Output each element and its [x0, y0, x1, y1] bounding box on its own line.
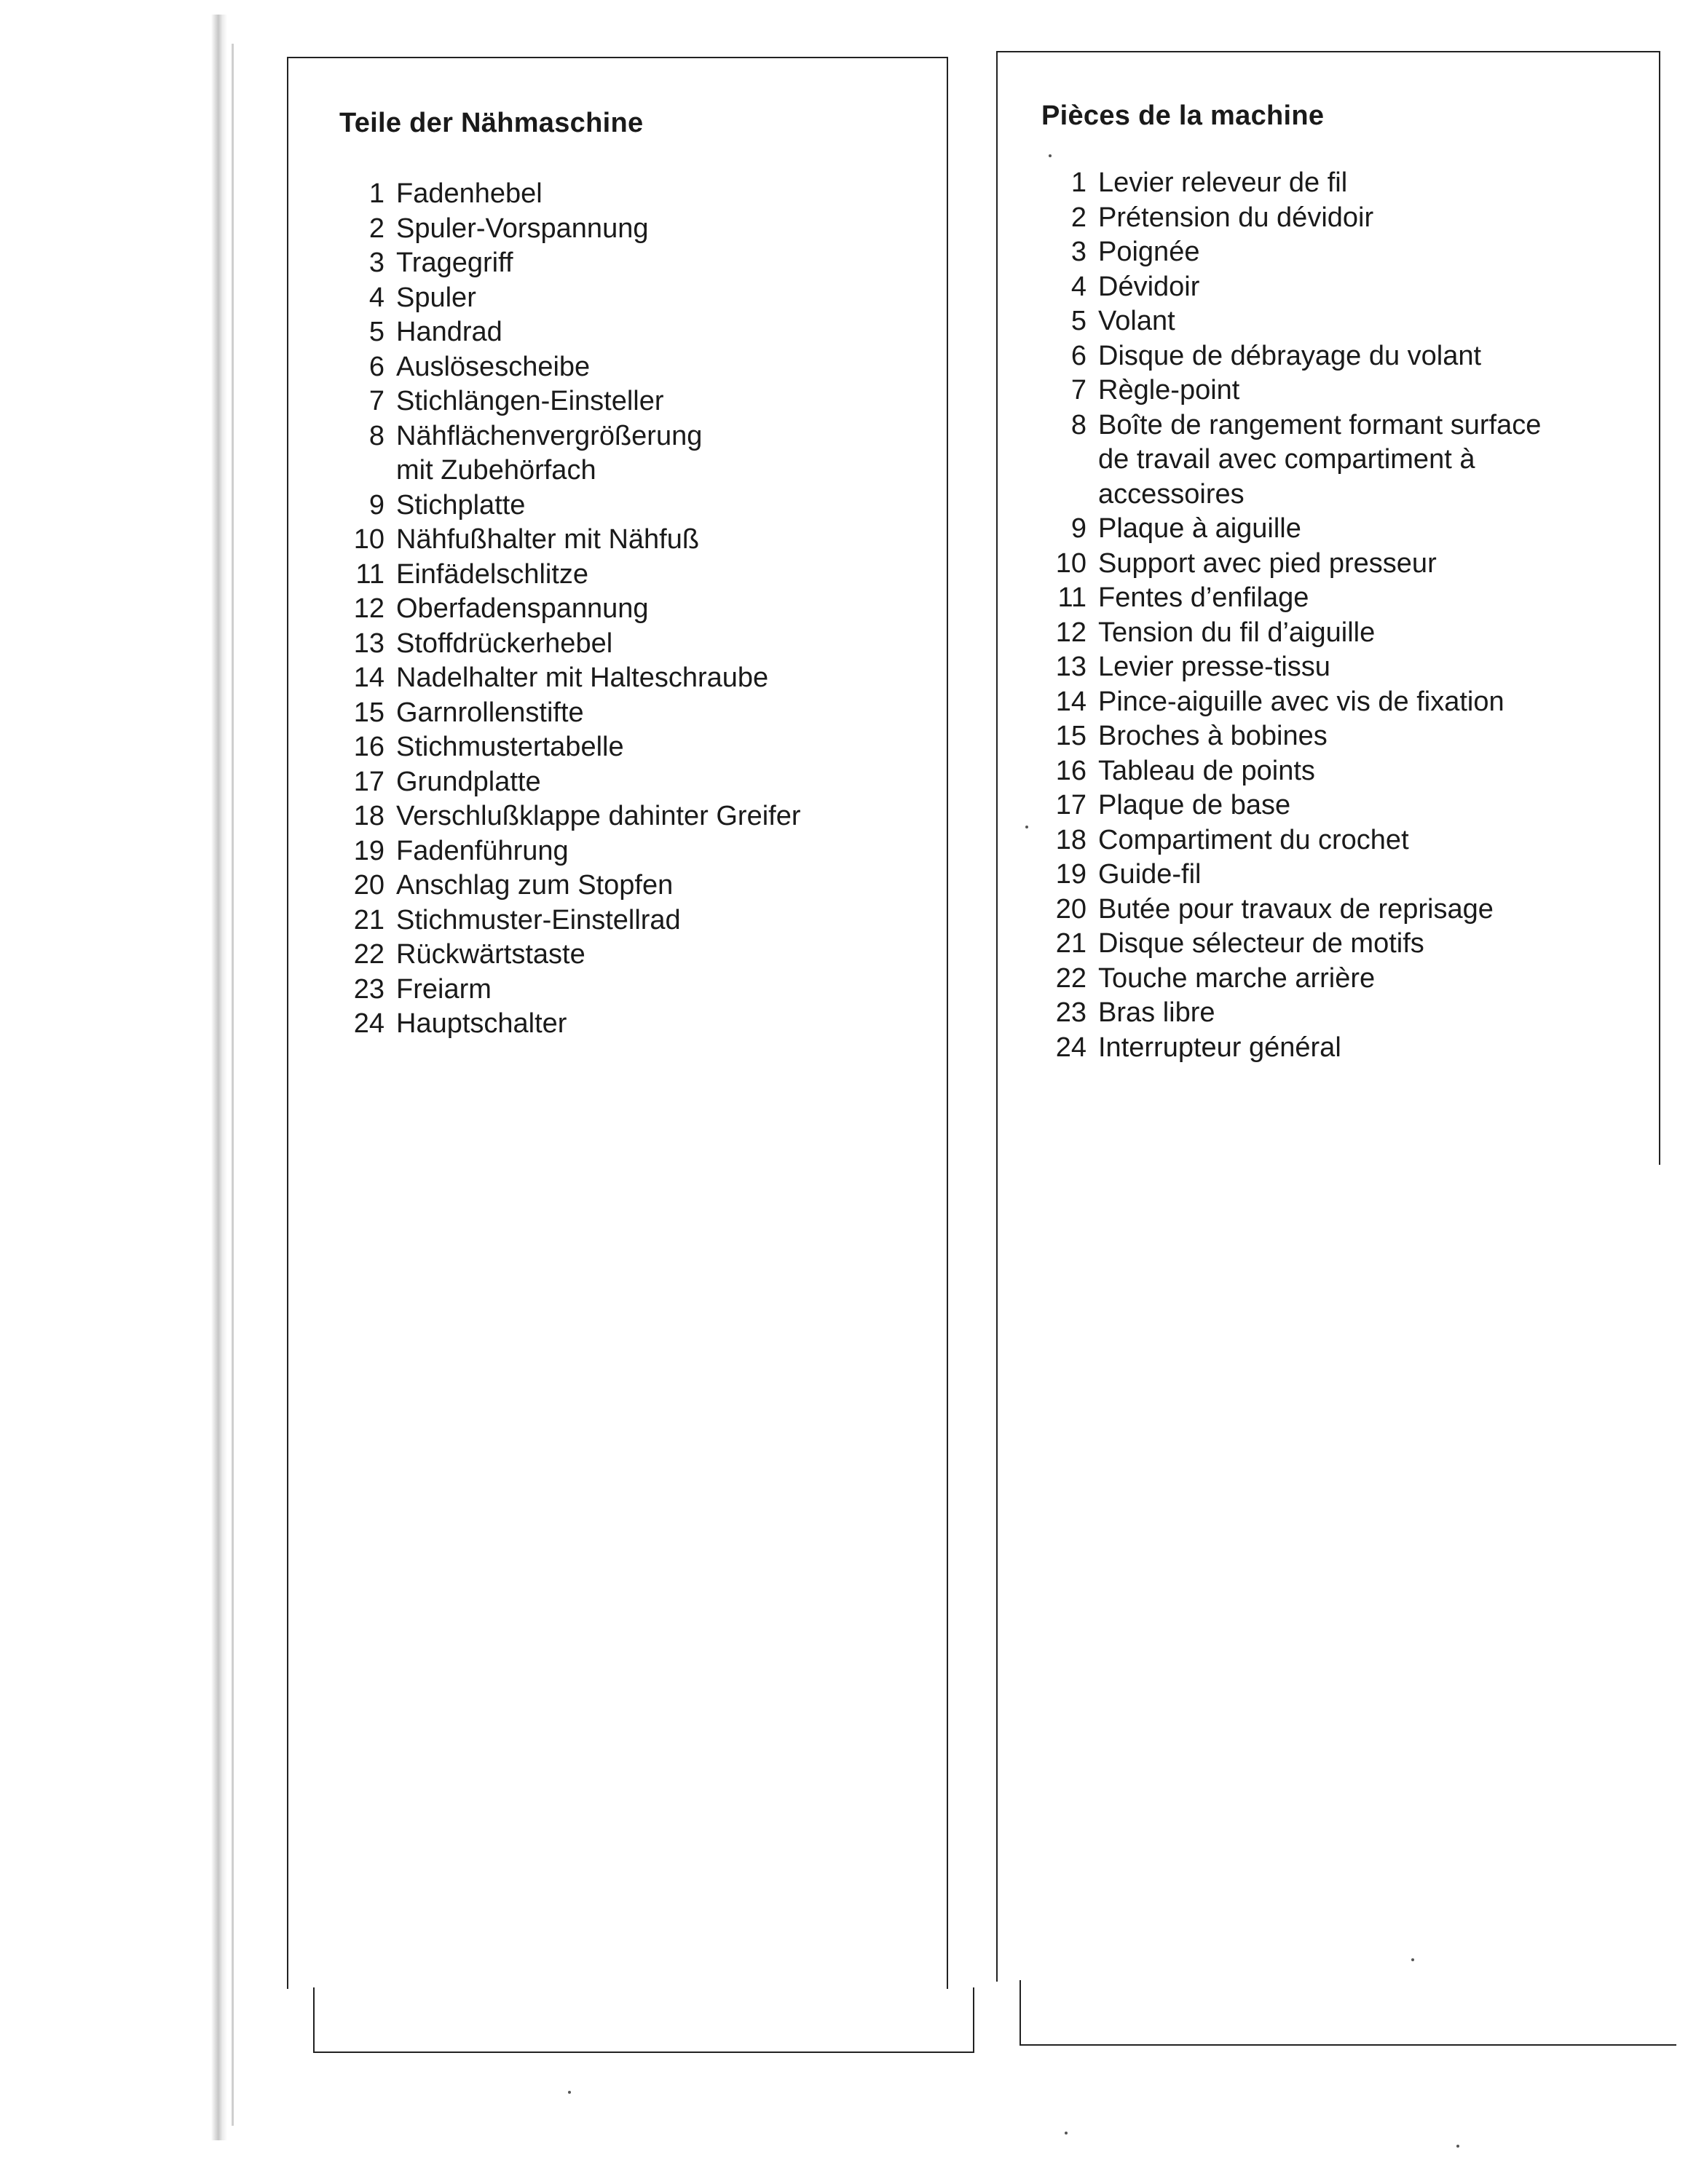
list-item	[1041, 270, 1653, 305]
list-item	[1041, 927, 1653, 962]
item-number: 17	[353, 766, 384, 797]
list-item	[1041, 754, 1653, 789]
french-section-title: Pièces de la machine	[1041, 100, 1325, 131]
list-item	[339, 903, 922, 938]
list-item	[1041, 1031, 1653, 1066]
list-item	[1041, 235, 1653, 270]
item-label: Tension du fil d’aiguille	[1098, 617, 1376, 648]
item-label: Boîte de rangement formant surface	[1098, 409, 1542, 440]
item-label: Garnrollenstifte	[396, 697, 584, 728]
item-number: 21	[353, 904, 384, 935]
list-item	[339, 696, 922, 731]
item-number: 13	[353, 628, 384, 659]
french-panel-bottom-edge	[1021, 2044, 1676, 2046]
item-label: mit Zubehörfach	[396, 455, 596, 486]
list-item	[1041, 304, 1653, 339]
item-label: Hauptschalter	[396, 1008, 567, 1039]
item-number: 18	[1055, 824, 1086, 855]
item-number: 1	[368, 178, 384, 209]
german-section-title: Teile der Nähmaschine	[339, 108, 644, 138]
item-label: Anschlag zum Stopfen	[396, 870, 674, 901]
item-label: Touche marche arrière	[1098, 962, 1376, 994]
list-item	[1041, 443, 1653, 478]
item-number: 11	[1057, 582, 1086, 613]
item-number: 2	[368, 213, 384, 244]
scan-speck	[568, 2091, 571, 2094]
item-number: 1	[1070, 167, 1086, 198]
item-label: Spuler-Vorspannung	[396, 213, 649, 244]
binding-line	[232, 44, 234, 2126]
item-label: Fentes d’enfilage	[1098, 582, 1309, 613]
item-label: Spuler	[396, 282, 476, 313]
list-item	[339, 212, 922, 247]
item-number: 9	[368, 489, 384, 521]
item-label: Oberfadenspannung	[396, 593, 649, 624]
binding-shadow	[211, 15, 227, 2140]
item-number: 5	[1070, 306, 1086, 336]
list-item	[1041, 616, 1653, 651]
item-label: Tragegriff	[396, 248, 513, 278]
list-item	[339, 350, 922, 385]
item-label: Nähfußhalter mit Nähfuß	[396, 524, 700, 555]
item-label: de travail avec compartiment à	[1098, 444, 1475, 475]
item-label: accessoires	[1098, 478, 1245, 510]
list-item	[339, 177, 922, 212]
list-item	[1041, 719, 1653, 754]
item-label: Levier presse-tissu	[1098, 652, 1330, 682]
list-item	[339, 281, 922, 316]
item-label: Rückwärtstaste	[396, 939, 585, 970]
item-number: 20	[353, 870, 384, 901]
item-number: 7	[368, 386, 384, 416]
item-number: 22	[1055, 962, 1086, 994]
list-item	[1041, 478, 1653, 513]
item-number: 24	[353, 1008, 384, 1039]
list-item	[1041, 650, 1653, 685]
list-item	[1041, 858, 1653, 893]
item-number: 20	[1055, 893, 1086, 925]
list-item	[339, 661, 922, 696]
scan-speck	[1456, 2145, 1459, 2148]
item-label: Grundplatte	[396, 766, 541, 797]
list-item	[1041, 893, 1653, 927]
item-number: 23	[1055, 997, 1086, 1028]
list-item	[339, 799, 922, 834]
item-number: 6	[368, 351, 384, 382]
scan-speck	[1049, 154, 1052, 157]
list-item	[1041, 512, 1653, 547]
item-label: Stoffdrückerhebel	[396, 628, 613, 659]
item-label: Plaque à aiguille	[1098, 513, 1301, 544]
list-item	[339, 419, 922, 454]
item-label: Stichmustertabelle	[396, 732, 624, 762]
item-label: Verschlußklappe dahinter Greifer	[396, 801, 801, 831]
item-label: Volant	[1098, 306, 1175, 336]
list-item	[1041, 823, 1653, 858]
item-number: 14	[1055, 686, 1086, 717]
list-item	[1041, 581, 1653, 616]
item-label: Auslösescheibe	[396, 351, 591, 382]
list-item	[339, 315, 922, 350]
item-label: Broches à bobines	[1098, 721, 1328, 751]
item-label: Compartiment du crochet	[1098, 824, 1409, 855]
list-item	[339, 246, 922, 281]
item-label: Freiarm	[396, 973, 492, 1005]
item-number: 18	[353, 801, 384, 831]
item-number: 2	[1070, 202, 1086, 233]
list-item	[1041, 166, 1653, 201]
item-label: Dévidoir	[1098, 271, 1200, 302]
list-item	[1041, 685, 1653, 720]
scan-speck	[1411, 1958, 1414, 1961]
item-number: 15	[1055, 721, 1086, 751]
item-number: 9	[1070, 513, 1086, 544]
german-panel-bottom-edge	[313, 2052, 974, 2053]
item-number: 19	[1055, 859, 1086, 890]
list-item	[339, 869, 922, 903]
list-item	[339, 973, 922, 1008]
item-label: Poignée	[1098, 237, 1200, 267]
list-item	[1041, 201, 1653, 236]
item-number	[339, 454, 396, 488]
item-label: Levier releveur de fil	[1098, 167, 1348, 198]
item-label: Einfädelschlitze	[396, 558, 589, 590]
item-label: Nähflächenvergrößerung	[396, 420, 703, 451]
item-number: 4	[1070, 271, 1086, 302]
list-item	[339, 592, 922, 627]
list-item	[1041, 408, 1653, 443]
item-number	[1041, 443, 1098, 478]
item-label: Disque de débrayage du volant	[1098, 340, 1482, 371]
item-label: Tableau de points	[1098, 755, 1315, 786]
item-number	[1041, 478, 1098, 513]
item-number: 23	[353, 973, 384, 1005]
german-parts-list	[339, 177, 922, 1042]
item-label: Plaque de base	[1098, 790, 1291, 820]
item-number: 11	[355, 558, 384, 590]
item-label: Stichplatte	[396, 489, 526, 521]
item-label: Stichmuster-Einstellrad	[396, 904, 681, 935]
item-number: 16	[1055, 755, 1086, 786]
item-number: 12	[1055, 617, 1086, 648]
list-item	[1041, 339, 1653, 374]
list-item	[1041, 962, 1653, 997]
item-number: 8	[368, 420, 384, 451]
item-number: 24	[1055, 1032, 1086, 1063]
list-item	[339, 938, 922, 973]
french-parts-list	[1041, 166, 1653, 1065]
item-label: Fadenführung	[396, 835, 569, 866]
item-number: 8	[1070, 409, 1086, 440]
item-number: 7	[1070, 375, 1086, 405]
item-number: 10	[1055, 547, 1086, 579]
german-panel-right-edge	[973, 1987, 974, 2053]
item-label: Stichlängen-Einsteller	[396, 386, 664, 416]
list-item	[1041, 547, 1653, 582]
item-label: Prétension du dévidoir	[1098, 202, 1374, 233]
german-panel-left-edge	[313, 1987, 315, 2053]
item-label: Guide-fil	[1098, 859, 1202, 890]
item-label: Bras libre	[1098, 997, 1215, 1028]
list-item	[339, 523, 922, 558]
item-label: Nadelhalter mit Halteschraube	[396, 662, 769, 693]
item-number: 22	[353, 939, 384, 970]
item-label: Disque sélecteur de motifs	[1098, 928, 1424, 959]
list-item	[339, 730, 922, 765]
item-number: 5	[368, 317, 384, 347]
item-label: Butée pour travaux de reprisage	[1098, 893, 1494, 925]
list-item	[339, 488, 922, 523]
item-label: Règle-point	[1098, 375, 1240, 405]
item-label: Pince-aiguille avec vis de fixation	[1098, 686, 1504, 717]
list-item	[1041, 788, 1653, 823]
item-number: 14	[353, 662, 384, 693]
french-panel-right-edge	[1659, 51, 1660, 1165]
list-item	[339, 1007, 922, 1042]
item-number: 15	[353, 697, 384, 728]
item-number: 21	[1055, 928, 1086, 959]
item-number: 17	[1055, 790, 1086, 820]
item-number: 3	[368, 248, 384, 278]
list-item	[339, 384, 922, 419]
item-label: Support avec pied presseur	[1098, 547, 1437, 579]
item-number: 13	[1055, 652, 1086, 682]
item-number: 3	[1070, 237, 1086, 267]
item-number: 19	[353, 835, 384, 866]
french-panel-left-edge	[1019, 1980, 1021, 2046]
item-number: 6	[1070, 340, 1086, 371]
item-label: Fadenhebel	[396, 178, 543, 209]
scan-speck	[1065, 2132, 1068, 2134]
list-item	[339, 765, 922, 800]
list-item	[339, 454, 922, 488]
item-number: 16	[353, 732, 384, 762]
list-item	[339, 558, 922, 593]
item-number: 12	[353, 593, 384, 624]
item-label: Handrad	[396, 317, 502, 347]
list-item	[339, 834, 922, 869]
item-number: 4	[368, 282, 384, 313]
item-label: Interrupteur général	[1098, 1032, 1341, 1063]
list-item	[1041, 373, 1653, 408]
item-number: 10	[353, 524, 384, 555]
list-item	[339, 627, 922, 662]
list-item	[1041, 996, 1653, 1031]
scan-speck	[1025, 826, 1028, 828]
